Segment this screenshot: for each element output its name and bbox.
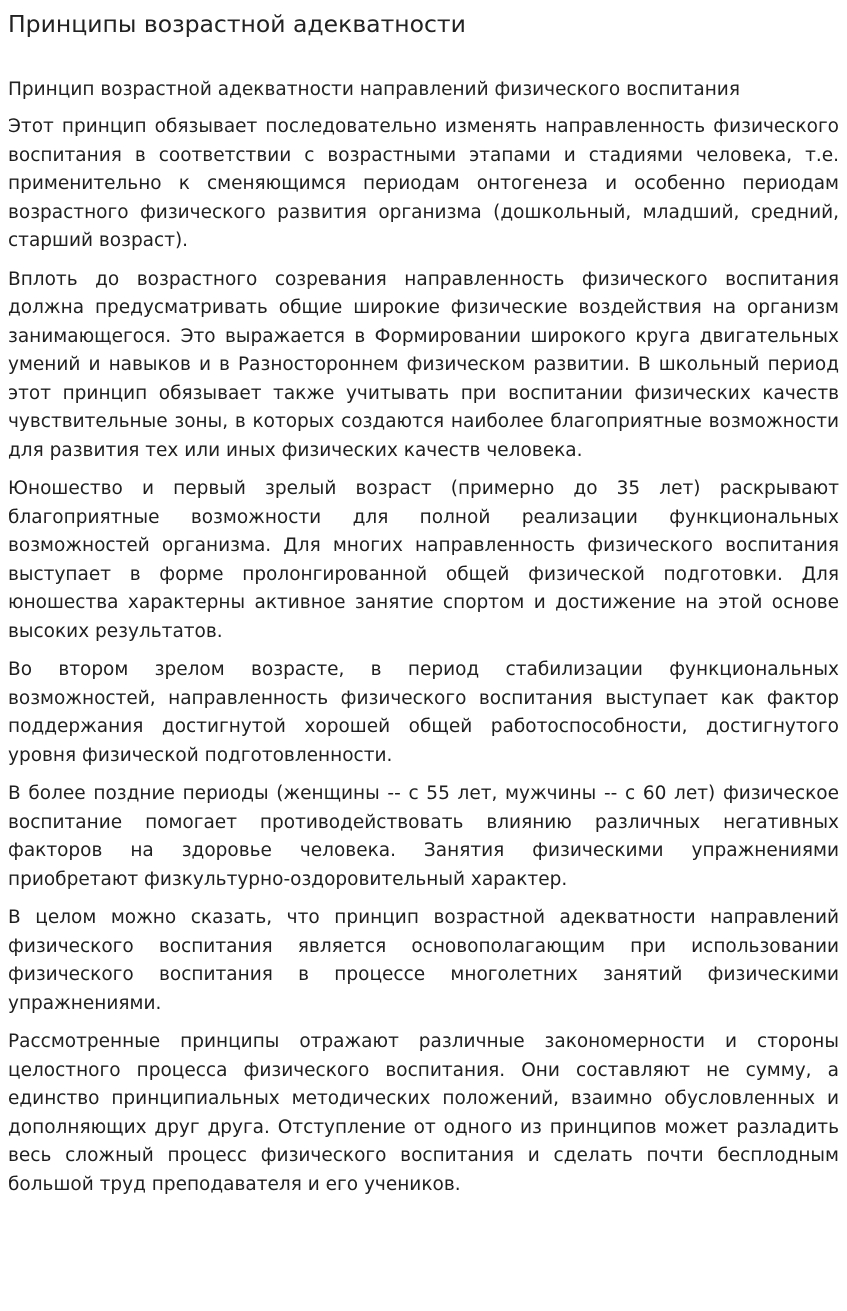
paragraph-5: В более поздние периоды (женщины -- с 55 лет, мужчины -- с 60 лет) физическое воспитание помогает противодействовать влиянию различных негативных факторов на здоровье человека. Занятия физическими упражнениями приобретают физкультурно-оздоровительный характер. — [8, 783, 839, 890]
paragraph-1: Этот принцип обязывает последовательно изменять направленность физического воспитания в соответствии с возрастными этапами и стадиями человека, т.е. применительно к сменяющимся периодам онтогенеза и особенно периодам возрастного физического развития организма (дошкольный, младший, средний, старший возраст). — [8, 116, 839, 251]
paragraph-4: Во втором зрелом возрасте, в период стабилизации функциональных возможностей, направленность физического воспитания выступает как фактор поддержания достигнутой хорошей общей работоспособности, достигнутого уровня физической подготовленности. — [8, 659, 839, 766]
paragraph-7: Рассмотренные принципы отражают различные закономерности и стороны целостного процесса физического воспитания. Они составляют не сумму, а единство принципиальных методических положений, взаимно обусловленных и дополняющих друг друга. Отступление от одного из принципов может разладить весь сложный процесс физического воспитания и сделать почти бесплодным большой труд преподавателя и его учеников. — [8, 1031, 839, 1195]
paragraph-6: В целом можно сказать, что принцип возрастной адекватности направлений физического воспитания является основополагающим при использовании физического воспитания в процессе многолетних занятий физическими упражнениями. — [8, 907, 839, 1014]
paragraph-3: Юношество и первый зрелый возраст (примерно до 35 лет) раскрывают благоприятные возможности для полной реализации функциональных возможностей организма. Для многих направленность физического воспитания выступает в форме пролонгированной общей физической подготовки. Для юношества характерны активное занятие спортом и достижение на этой основе высоких результатов. — [8, 478, 839, 642]
paragraph-2: Вплоть до возрастного созревания направленность физического воспитания должна предусматривать общие широкие физические воздействия на организм занимающегося. Это выражается в Формировании широкого круга двигательных умений и навыков и в Разностороннем физическом развитии. В школьный период этот принцип обязывает также учитывать при воспитании физических качеств чувствительные зоны, в которых создаются наиболее благоприятные возможности для развития тех или иных физических качеств человека. — [8, 268, 839, 461]
page-title: Принципы возрастной адекватности — [8, 10, 466, 38]
section-subtitle: Принцип возрастной адекватности направлений физического воспитания — [8, 79, 740, 100]
